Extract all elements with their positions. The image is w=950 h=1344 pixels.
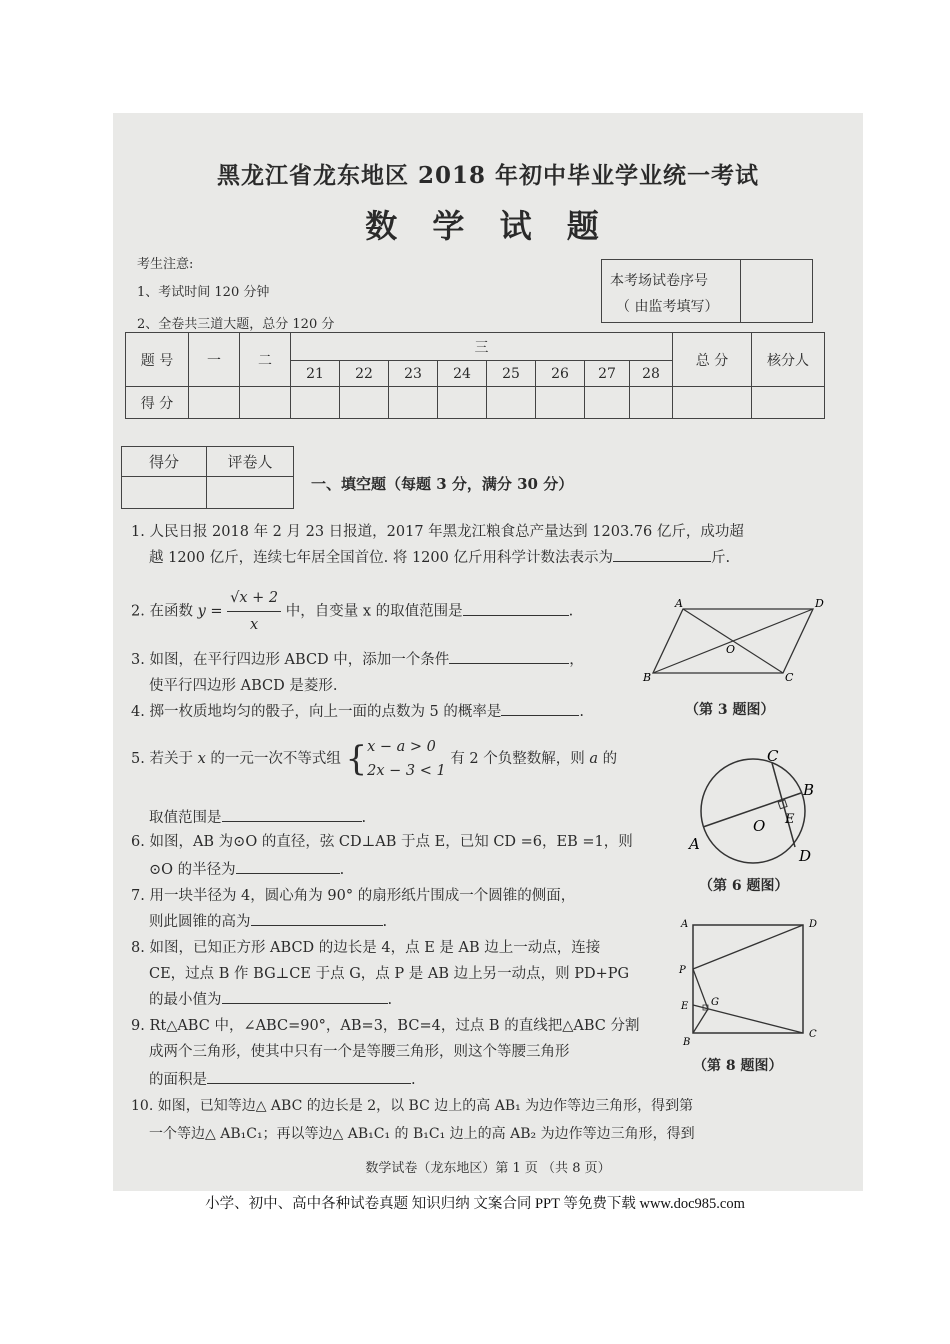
question-6-line-2: ⊙O 的半径为 .: [149, 857, 344, 883]
grader-table: [121, 446, 294, 509]
fig6-label-c: C: [767, 749, 779, 765]
fig8-label-b: B: [683, 1037, 691, 1047]
seat-box-label: 本考场试卷序号: [610, 273, 708, 289]
question-4: 4. 掷一枚质地均匀的骰子，向上一面的点数为 5 的概率是 .: [131, 699, 584, 725]
exam-subject: 数 学 试 题: [365, 207, 611, 245]
question-3-line-2: 使平行四边形 ABCD 是菱形.: [149, 678, 338, 694]
notes-heading: 考生注意:: [137, 257, 194, 272]
score-table: [125, 332, 825, 419]
answer-blank: [222, 989, 388, 1004]
question-8-line-2: CE，过点 B 作 BG⊥CE 于点 G，点 P 是 AB 边上另一动点，则 PD+PG: [149, 966, 630, 982]
seat-box-hint: （ 由监考填写）: [616, 299, 719, 315]
question-9-line-3: 的面积是 .: [149, 1067, 416, 1093]
score-sub-27: 27: [585, 361, 630, 387]
score-cell: [189, 387, 240, 419]
score-cell: [438, 387, 487, 419]
score-sub-22: 22: [340, 361, 389, 387]
score-sub-24: 24: [438, 361, 487, 387]
question-6-line-1: 6. 如图，AB 为⊙O 的直径，弦 CD⊥AB 于点 E，已知 CD =6，EB =1，则: [131, 834, 633, 850]
fig3-label-o: O: [726, 643, 736, 656]
answer-blank: [613, 547, 711, 562]
grader-name-label: 评卷人: [207, 447, 294, 477]
question-2: 2. 在函数 y = $\frac{√x + 2}{x}$ 中，自变量 x 的取值范围是 .: [131, 585, 573, 638]
fig6-label-d: D: [799, 847, 812, 865]
question-1-line-1: 1. 人民日报 2018 年 2 月 23 日报道，2017 年黑龙江粮食总产量达到 1203.76 亿斤，成功超: [131, 524, 744, 540]
question-10-line-2: 一个等边△ AB₁C₁；再以等边△ AB₁C₁ 的 B₁C₁ 边上的高 AB₂ 为边作等边三角形，得到: [149, 1126, 695, 1142]
fig8-label-c: C: [809, 1029, 817, 1040]
score-checker-label: 核分人: [752, 333, 825, 387]
score-sub-23: 23: [389, 361, 438, 387]
question-8-line-3: 的最小值为 .: [149, 987, 392, 1013]
inequality-system: x − a > 0 2x − 3 < 1: [367, 739, 446, 779]
brace: {: [345, 739, 368, 779]
score-sub-28: 28: [630, 361, 673, 387]
note-item-2: 2、全卷共三道大题，总分 120 分: [137, 317, 335, 332]
score-part-1: 一: [189, 333, 240, 387]
question-7-line-1: 7. 用一块半径为 4，圆心角为 90° 的扇形纸片围成一个圆锥的侧面，: [131, 888, 576, 904]
score-cell: [630, 387, 673, 419]
fig6-label-o: O: [753, 817, 766, 835]
fig6-label-e: E: [785, 812, 795, 827]
answer-blank: [501, 701, 579, 716]
figure-3-caption: （第 3 题图）: [685, 702, 775, 718]
note-item-1: 1、考试时间 120 分钟: [137, 285, 270, 300]
score-cell: [340, 387, 389, 419]
figure-8-square: [677, 917, 827, 1047]
score-sub-26: 26: [536, 361, 585, 387]
fig8-label-a: A: [681, 919, 689, 930]
score-part-2: 二: [240, 333, 291, 387]
score-cell: [291, 387, 340, 419]
answer-blank: [251, 911, 383, 926]
score-col-label: 题 号: [126, 333, 189, 387]
fig8-label-d: D: [809, 919, 818, 930]
answer-blank: [463, 601, 569, 616]
answer-blank: [236, 859, 340, 874]
question-3-line-1: 3. 如图，在平行四边形 ABCD 中，添加一个条件 ，: [131, 647, 584, 673]
exam-title: 黑龙江省龙东地区 2018 年初中毕业学业统一考试: [216, 162, 760, 189]
page-footer: 数学试卷（龙东地区）第 1 页 （共 8 页）: [365, 1161, 611, 1176]
score-cell: [389, 387, 438, 419]
question-5-line-1: 5. 若关于 x 的一元一次不等式组 { x − a > 0 2x − 3 < 1 有 2 个负整数解，则 a 的: [131, 735, 617, 783]
question-9-line-2: 成两个三角形，使其中只有一个是等腰三角形，则这个等腰三角形: [149, 1044, 570, 1060]
grader-score-label: 得分: [122, 447, 207, 477]
score-cell: [536, 387, 585, 419]
question-5-line-2: 取值范围是 .: [149, 805, 366, 831]
question-8-line-1: 8. 如图，已知正方形 ABCD 的边长是 4，点 E 是 AB 边上一动点，连接: [131, 940, 601, 956]
site-footer: 小学、初中、高中各种试卷真题 知识归纳 文案合同 PPT 等免费下载 www.doc985.com: [205, 1196, 745, 1212]
fig8-label-e: E: [681, 1001, 689, 1012]
score-sub-25: 25: [487, 361, 536, 387]
score-part-3: 三: [291, 333, 673, 361]
score-total-label: 总 分: [673, 333, 752, 387]
answer-blank: [449, 649, 569, 664]
question-7-line-2: 则此圆锥的高为 .: [149, 909, 387, 935]
score-cell: [752, 387, 825, 419]
question-9-line-1: 9. Rt△ABC 中，∠ABC=90°，AB=3，BC=4，过点 B 的直线把△ABC 分割: [131, 1018, 640, 1034]
question-10-line-1: 10. 如图，已知等边△ ABC 的边长是 2，以 BC 边上的高 AB₁ 为边作等边三角形，得到第: [131, 1098, 694, 1114]
figure-3-parallelogram: [633, 591, 843, 681]
grader-name-cell: [207, 477, 294, 509]
fig3-label-b: B: [643, 671, 652, 681]
fraction: $\frac{√x + 2}{x}$: [227, 585, 281, 638]
score-row-label: 得 分: [126, 387, 189, 419]
figure-8-caption: （第 8 题图）: [693, 1058, 783, 1074]
fig3-label-a: A: [675, 597, 683, 610]
answer-blank: [207, 1069, 411, 1084]
fig8-label-g: G: [711, 997, 719, 1008]
seat-number-box: [601, 259, 813, 323]
grader-score-cell: [122, 477, 207, 509]
score-cell: [673, 387, 752, 419]
score-cell: [487, 387, 536, 419]
score-cell: [240, 387, 291, 419]
exam-paper: [113, 113, 863, 1191]
answer-blank: [222, 807, 362, 822]
figure-6-circle: [683, 749, 823, 879]
fig3-label-c: C: [785, 671, 794, 681]
figure-6-caption: （第 6 题图）: [699, 878, 789, 894]
fig3-label-d: D: [815, 597, 824, 610]
score-cell: [585, 387, 630, 419]
fig8-label-p: P: [679, 965, 686, 976]
fig6-label-b: B: [803, 781, 815, 799]
seat-box-divider: [740, 260, 741, 322]
fig6-label-a: A: [689, 835, 700, 853]
score-sub-21: 21: [291, 361, 340, 387]
section-title: 一、填空题（每题 3 分，满分 30 分）: [311, 475, 574, 493]
question-1-line-2: 越 1200 亿斤，连续七年居全国首位. 将 1200 亿斤用科学计数法表示为 斤.: [149, 545, 730, 571]
